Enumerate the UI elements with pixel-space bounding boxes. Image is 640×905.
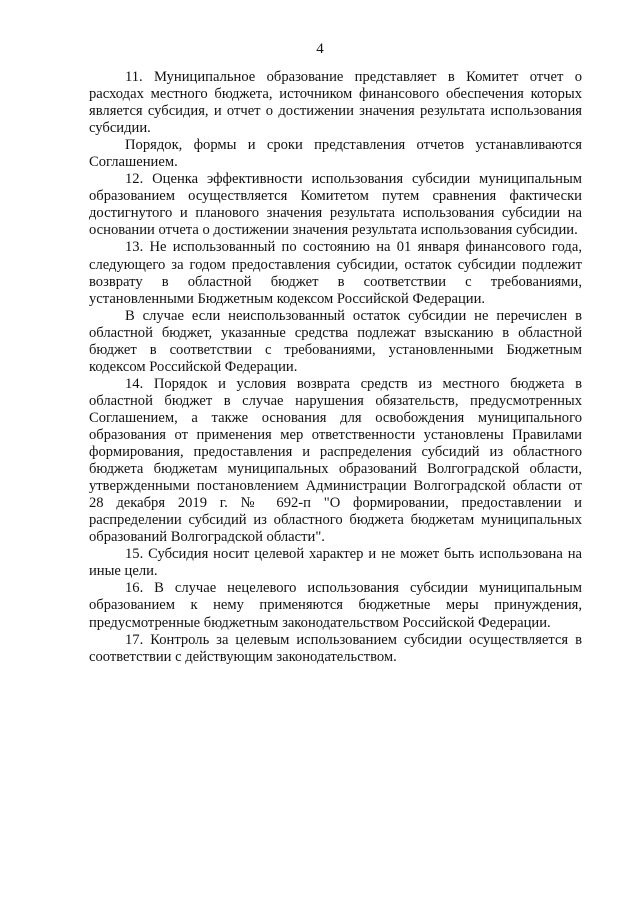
paragraph-item-13: 13. Не использованный по состоянию на 01 января финансового года, следующего за годом предоставления субсидии, остаток субсидии подлежит возврату в областной бюджет в соответствии с требованиями, установленными Бюджетным кодексом Российской Федерации. [89, 239, 582, 307]
paragraph-item-17: 17. Контроль за целевым использованием субсидии осуществляется в соответствии с действующим законодательством. [89, 631, 582, 665]
paragraph-item-14: 14. Порядок и условия возврата средств из местного бюджета в областной бюджет в случае нарушения обязательств, предусмотренных Соглашением, а также основания для освобождения муниципального образования от применения мер ответственности установлены Правилами формирования, предоставления и распределения субсидий из областного бюджета бюджетам муниципальных образований Волгоградской области, утвержденными постановлением Администрации Волгоградской области от 28 декабря 2019 г. № 692-п "О формировании, предоставлении и распределении субсидий из областного бюджета бюджетам муниципальных образований Волгоградской области". [89, 375, 582, 546]
paragraph-unused-balance: В случае если неиспользованный остаток субсидии не перечислен в областной бюджет, указанные средства подлежат взысканию в областной бюджет в соответствии с требованиями, установленными Бюджетным кодексом Российской Федерации. [89, 307, 582, 375]
document-body [89, 69, 582, 666]
paragraph-reports-procedure: Порядок, формы и сроки представления отчетов устанавливаются Соглашением. [89, 137, 582, 171]
page-number: 4 [316, 41, 324, 57]
paragraph-item-15: 15. Субсидия носит целевой характер и не может быть использована на иные цели. [89, 546, 582, 580]
paragraph-item-11: 11. Муниципальное образование представляет в Комитет отчет о расходах местного бюджета, источником финансового обеспечения которых является субсидия, и отчет о достижении значения результата использования субсидии. [89, 69, 582, 137]
paragraph-item-12: 12. Оценка эффективности использования субсидии муниципальным образованием осуществляется Комитетом путем сравнения фактически достигнутого и планового значения результата использования субсидии на основании отчета о достижении значения результата использования субсидии. [89, 171, 582, 239]
paragraph-item-16: 16. В случае нецелевого использования субсидии муниципальным образованием к нему применяются бюджетные меры принуждения, предусмотренные бюджетным законодательством Российской Федерации. [89, 580, 582, 631]
